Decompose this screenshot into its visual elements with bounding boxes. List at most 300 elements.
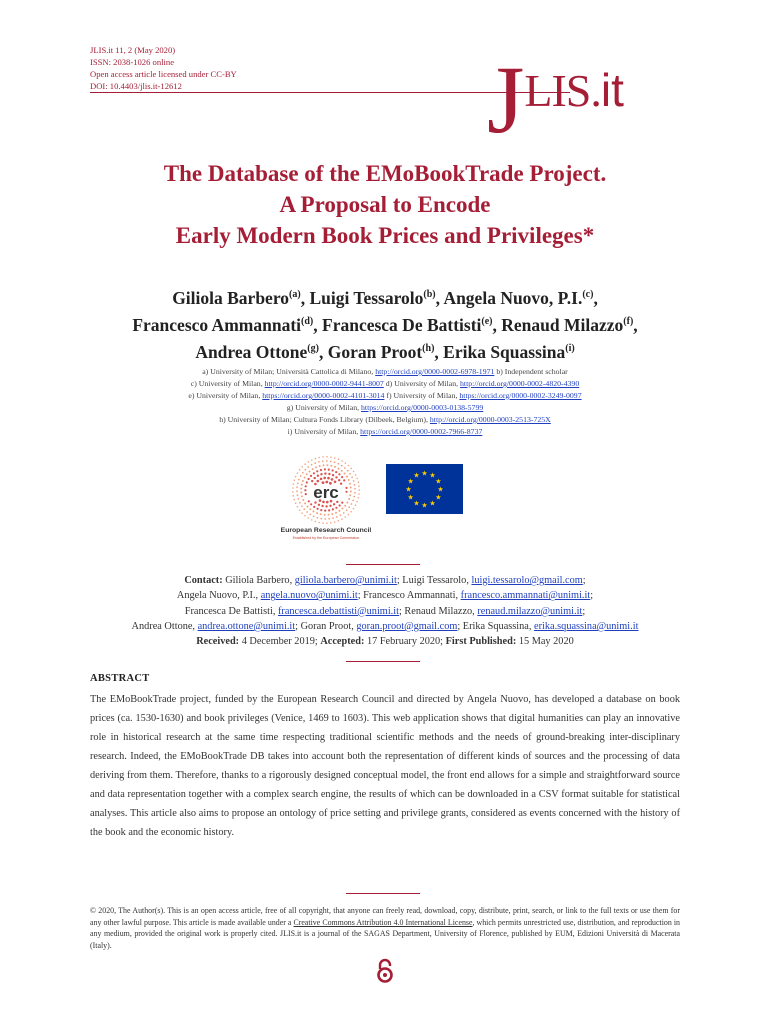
erc-dot (320, 469, 322, 471)
erc-dot (338, 479, 340, 481)
erc-dot (340, 483, 342, 485)
erc-dot (341, 470, 343, 472)
erc-dot (349, 473, 351, 475)
erc-dot (295, 503, 297, 505)
erc-dot (358, 497, 360, 499)
erc-dot (330, 461, 332, 463)
erc-dot (301, 484, 303, 486)
affiliation-text: e) University of Milan, (188, 391, 263, 400)
journal-citation: JLIS.it 11, 2 (May 2020) (90, 45, 176, 55)
erc-dot (354, 488, 356, 490)
erc-dot (320, 509, 322, 511)
email-link[interactable]: francesco.ammannati@unimi.it (460, 590, 591, 602)
eu-star: ★ (437, 485, 444, 494)
email-link[interactable]: andrea.ottone@unimi.it (197, 620, 296, 632)
erc-dot (343, 512, 345, 514)
erc-dot (332, 469, 334, 471)
erc-dot (302, 480, 304, 482)
erc-dot (358, 489, 360, 491)
erc-dot (317, 517, 319, 519)
eu-star: ★ (405, 485, 412, 494)
erc-dot (341, 502, 343, 504)
erc-dot (301, 505, 303, 507)
erc-dot (293, 483, 295, 485)
title-line-3: Early Modern Book Prices and Privileges* (175, 223, 595, 248)
erc-dot (350, 490, 352, 492)
erc-dot (292, 491, 294, 493)
contact-text: ; Francesco Ammannati, (357, 590, 461, 602)
erc-dot (292, 487, 294, 489)
author-sup: (f) (623, 315, 634, 327)
erc-dot (304, 502, 306, 504)
orcid-link-c[interactable]: http://orcid.org/0000-0002-9441-8007 (264, 379, 384, 388)
erc-dot (299, 469, 301, 471)
erc-dot (310, 475, 312, 477)
erc-dot (338, 473, 340, 475)
erc-dot (354, 492, 356, 494)
author-sup: (b) (423, 289, 436, 300)
journal-issn: ISSN: 2038-1026 online (90, 57, 175, 67)
erc-dot (297, 506, 299, 508)
erc-dot (317, 475, 319, 477)
author-name: Goran Proot (327, 341, 423, 362)
affiliation-line (90, 414, 680, 426)
erc-dot (336, 516, 338, 518)
orcid-link-d[interactable]: http://orcid.org/0000-0002-4820-4390 (460, 379, 580, 388)
erc-dot (345, 491, 347, 493)
erc-dot (334, 457, 336, 459)
email-link[interactable]: renaud.milazzo@unimi.it (477, 605, 583, 617)
contact-text: Francesca De Battisti, (184, 605, 278, 617)
erc-dot (320, 478, 323, 481)
email-link[interactable]: goran.proot@gmail.com (356, 620, 458, 632)
erc-dot (333, 503, 335, 505)
erc-dot (324, 468, 326, 470)
erc-dot (300, 492, 302, 494)
contact-text: ; (582, 575, 586, 586)
erc-dot (341, 460, 343, 462)
eu-star: ★ (421, 469, 428, 478)
erc-dot (304, 515, 306, 517)
erc-dot (335, 507, 337, 509)
contact-line (60, 573, 710, 588)
open-access-icon (375, 958, 395, 984)
erc-dot (314, 462, 316, 464)
erc-dot (318, 504, 320, 506)
erc-dot (311, 519, 313, 521)
erc-dot (296, 490, 298, 492)
erc-dot (315, 458, 317, 460)
erc-dot (323, 464, 325, 466)
separator (346, 893, 420, 894)
erc-dot (302, 499, 304, 501)
erc-dot (352, 500, 354, 502)
received-date: 4 December 2019; (239, 636, 321, 648)
erc-dot (338, 468, 340, 470)
erc-dot (315, 521, 317, 523)
author-name: Giliola Barbero (172, 287, 290, 308)
erc-dot (358, 485, 360, 487)
erc-dot (335, 471, 337, 473)
erc-dot (313, 510, 315, 512)
jlis-logo (487, 26, 624, 153)
eu-star: ★ (413, 471, 420, 480)
erc-dot (354, 484, 356, 486)
erc-dot (305, 485, 307, 487)
contact-text: ; Luigi Tessarolo, (396, 575, 472, 586)
erc-dot (316, 470, 318, 472)
erc-dot (304, 477, 306, 479)
erc-dot (331, 478, 334, 481)
dates-line (60, 634, 710, 649)
email-link[interactable]: luigi.tessarolo@gmail.com (471, 575, 583, 586)
erc-dot (299, 502, 301, 504)
erc-dot (331, 513, 333, 515)
erc-dot (316, 512, 318, 514)
erc-dot (339, 504, 341, 506)
erc-subtitle: Established by the European Commission (292, 536, 360, 540)
erc-dot (297, 494, 299, 496)
erc-dot (353, 480, 355, 482)
erc-dot (311, 464, 313, 466)
published-date: 15 May 2020 (516, 636, 574, 648)
separator (346, 564, 420, 565)
erc-dot (345, 516, 347, 518)
erc-dot (350, 468, 352, 470)
erc-dot (304, 489, 306, 491)
erc-dot (346, 476, 348, 478)
erc-dot (328, 473, 330, 475)
erc-dot (293, 495, 295, 497)
erc-dot (346, 509, 348, 511)
erc-dot (310, 503, 312, 505)
erc-dot (358, 493, 360, 495)
erc-dot (321, 505, 323, 507)
erc-dot (349, 494, 351, 496)
erc-dot (317, 480, 320, 483)
erc-dot (302, 472, 304, 474)
author-name: Erika Squassina (443, 341, 566, 362)
erc-dot (345, 487, 347, 489)
erc-dot (346, 502, 348, 504)
accepted-label: Accepted: (320, 636, 365, 648)
erc-dot (342, 508, 344, 510)
accepted-date: 17 February 2020; (364, 636, 446, 648)
footer-text: , which permits unrestricted use, distribution, and reproduction in any medium, provided the original work is properly cited. JLIS.it is a journal of the SAGAS Department, University of Florence, published by EUM, Edizioni Università di Macerata (Italy). (90, 917, 680, 951)
affiliation-line (90, 402, 680, 414)
erc-dot (297, 472, 299, 474)
erc-dot (341, 518, 343, 520)
erc-dot (311, 480, 313, 482)
erc-dot (334, 461, 336, 463)
orcid-link-h[interactable]: http://orcid.org/0000-0003-2513-725X (429, 415, 551, 424)
erc-dot (322, 460, 324, 462)
erc-dot (348, 514, 350, 516)
erc-dot (318, 461, 320, 463)
contact-line (60, 619, 710, 634)
erc-dot (309, 471, 311, 473)
author-name: Francesca De Battisti (322, 314, 482, 335)
erc-dot (307, 517, 309, 519)
erc-dot (349, 483, 351, 485)
journal-doi: DOI: 10.4403/jlis.it-12612 (90, 81, 182, 91)
erc-dot (306, 481, 308, 483)
contact-text: Angela Nuovo, P.I., (176, 590, 261, 602)
erc-dot (348, 506, 350, 508)
erc-dot (341, 476, 343, 478)
erc-dot (298, 498, 300, 500)
journal-license-note: Open access article licensed under CC-BY (90, 69, 237, 79)
erc-dot (351, 503, 353, 505)
erc-dot (307, 506, 309, 508)
erc-dot (293, 499, 295, 501)
erc-dot (343, 479, 345, 481)
contact-text: ; (582, 605, 586, 617)
license-link[interactable]: Creative Commons Attribution 4.0 International License (293, 917, 473, 927)
author-name: Francesco Ammannati (132, 314, 302, 335)
erc-dot (296, 486, 298, 488)
email-link[interactable]: erika.squassina@unimi.it (534, 620, 639, 632)
logo-it: it (600, 64, 624, 116)
title-line-1: The Database of the EMoBookTrade Project. (163, 161, 607, 186)
author-sup: (a) (289, 289, 301, 300)
contact-block (60, 573, 710, 649)
contact-text: ; Renaud Milazzo, (398, 605, 478, 617)
separator (346, 661, 420, 662)
eu-star: ★ (435, 493, 442, 502)
author-name: Angela Nuovo, P.I. (443, 287, 583, 308)
contact-line (60, 588, 710, 603)
erc-dot (307, 466, 309, 468)
erc-dot (306, 511, 308, 513)
erc-dot (338, 520, 340, 522)
erc-dot (330, 522, 332, 524)
contact-text: ; Goran Proot, (295, 620, 357, 632)
author-sup: (h) (422, 342, 435, 354)
copyright-footer (90, 905, 680, 952)
erc-dot (301, 512, 303, 514)
erc-dot (320, 513, 322, 515)
erc-dot (358, 482, 360, 484)
affiliation-text: d) University of Milan, (383, 379, 461, 388)
erc-dot (351, 476, 353, 478)
received-label: Received: (196, 636, 240, 648)
orcid-link-f[interactable]: https://orcid.org/0000-0002-3249-0097 (459, 391, 582, 400)
erc-dot (332, 517, 334, 519)
erc-dot (304, 463, 306, 465)
erc-dot (300, 488, 302, 490)
author-name: Andrea Ottone (195, 341, 308, 362)
eu-star: ★ (421, 501, 428, 510)
eu-star: ★ (429, 471, 436, 480)
erc-dot (294, 479, 296, 481)
erc-dot (332, 508, 334, 510)
author-sup: (i) (565, 342, 575, 354)
logo-lis: LIS. (524, 65, 601, 116)
eu-star: ★ (413, 499, 420, 508)
contact-label: Contact: (184, 575, 223, 586)
eu-star: ★ (435, 477, 442, 486)
erc-dot (317, 508, 319, 510)
erc-dot (347, 470, 349, 472)
erc-dot (345, 462, 347, 464)
erc-dot (355, 504, 357, 506)
erc-dot (334, 521, 336, 523)
affiliation-text: f) University of Milan, (384, 391, 460, 400)
orcid-link-e[interactable]: https://orcid.org/0000-0002-4101-3014 (262, 391, 385, 400)
erc-dot (341, 465, 343, 467)
abstract-heading: ABSTRACT (90, 673, 150, 684)
erc-dot (344, 467, 346, 469)
erc-dot (348, 465, 350, 467)
logo-j: J (487, 46, 525, 153)
erc-dot (327, 477, 330, 480)
erc-dot (324, 472, 326, 474)
orcid-link-g[interactable]: https://orcid.org/0000-0003-0138-5799 (361, 403, 484, 412)
erc-dot (344, 473, 346, 475)
affiliation-line (90, 378, 680, 390)
erc-dot (323, 477, 326, 480)
affiliation-line (90, 390, 680, 402)
footer-text: © 2020, The Author(s). This is an open access article, free of all copyright, that anyone can freely read, download, copy, distribute, print, search, or link to the full texts or use them for any other lawful purpose. This article is made available under a (90, 906, 680, 927)
erc-dot (299, 509, 301, 511)
orcid-link-a[interactable]: http://orcid.org/0000-0002-6978-1971 (375, 367, 495, 376)
author-sup: (g) (307, 342, 319, 354)
erc-dot (324, 510, 326, 512)
erc-dot (300, 475, 302, 477)
erc-dot (356, 501, 358, 503)
erc-dot (330, 456, 332, 458)
erc-dot (350, 487, 352, 489)
erc-dot (295, 476, 297, 478)
erc-dot (322, 456, 324, 458)
erc-dot (309, 508, 311, 510)
erc-dot (301, 495, 303, 497)
erc-dot (326, 464, 328, 466)
affiliation-text: g) University of Milan, (286, 403, 362, 412)
erc-dot (338, 459, 340, 461)
erc-dot (326, 522, 328, 524)
title-line-2: A Proposal to Encode (279, 192, 491, 217)
contact-line (60, 604, 710, 619)
erc-dot (326, 460, 328, 462)
erc-dot (303, 508, 305, 510)
erc-dot (301, 466, 303, 468)
affiliation-text: b) Independent scholar (494, 367, 568, 376)
affiliation-text: c) University of Milan, (190, 379, 265, 388)
author-name: Luigi Tessarolo (309, 287, 424, 308)
erc-dot (335, 512, 337, 514)
erc-dot (324, 518, 326, 520)
erc-dot (297, 483, 299, 485)
author-list: Giliola Barbero$^{(a)}$, Luigi Tessarolo$^{(b)}$, Angela Nuovo, P.I.$^{(c)}$, Francesco Ammannati$^{(d)}$, Francesca De Battisti$^{(e)}$, Renaud Milazzo$^{(f)}$, Andrea Ottone$^{(g)}$, Goran Proot$^{(h)}$, Erika Squassina$^{(i)}$ (132, 287, 638, 362)
erc-dot (313, 472, 315, 474)
erc-dot (319, 465, 321, 467)
erc-dot (348, 498, 350, 500)
erc-dot (309, 514, 311, 516)
erc-dot (350, 511, 352, 513)
erc-dot (320, 518, 322, 520)
email-link[interactable]: francesca.debattisti@unimi.it (277, 605, 399, 617)
abstract-body: The EMoBookTrade project, funded by the European Research Council and directed by Angela Nuovo, has developed a database on book prices (ca. 1530-1630) and book privileges (Venice, 1469 to 1603). This web application shows that digital humanities can play an innovative role in historical research at the same time respecting traditional scientific methods and the needs of ground-breaking inter-disciplinary research. Indeed, the EMoBookTrade DB takes into account both the representation of different kinds of sources and the processing of data deriving from them. Therefore, thanks to a rigorously designed conceptual model, the front end allows for a simple and straightforward source and data representation together with a complex search engine, the results of which can be downloaded in a CSV format suitable for statistical analyses. This article also aims to propose an ontology of price setting and privilege grants, considered as events concerned with the history of the book and the economic history. (90, 694, 680, 838)
erc-dot (353, 471, 355, 473)
affiliation-text: a) University of Milan; Università Cattolica di Milano, (202, 367, 376, 376)
erc-dot (332, 474, 334, 476)
erc-dot (355, 474, 357, 476)
affiliation-text: i) University of Milan, (287, 427, 361, 436)
erc-dot (324, 514, 326, 516)
erc-dot (353, 496, 355, 498)
erc-dot (304, 469, 306, 471)
erc-dot (329, 505, 331, 507)
erc-dot (320, 473, 322, 475)
contact-text: Giliola Barbero, (222, 575, 295, 586)
erc-dot (298, 479, 300, 481)
erc-dot (353, 508, 355, 510)
erc-dot (308, 500, 310, 502)
erc-dot (338, 510, 340, 512)
erc-dot (340, 514, 342, 516)
erc-dot (328, 469, 330, 471)
affiliation-line (90, 426, 680, 438)
erc-dot (348, 479, 350, 481)
contact-text: Andrea Ottone, (131, 620, 198, 632)
eu-star: ★ (407, 477, 414, 486)
erc-dot (328, 518, 330, 520)
affiliations (90, 366, 680, 438)
author-sup: (d) (301, 315, 314, 327)
erc-dot (315, 466, 317, 468)
contact-text: ; (590, 590, 594, 602)
erc-dot (318, 522, 320, 524)
erc-dot (356, 478, 358, 480)
erc-dot (313, 515, 315, 517)
eu-flag (386, 464, 463, 514)
journal-header (90, 44, 237, 92)
email-link[interactable]: giliola.barbero@unimi.it (294, 575, 397, 586)
erc-dot (335, 476, 337, 478)
erc-dot (313, 506, 315, 508)
erc-dot (305, 493, 307, 495)
erc-dot (312, 468, 314, 470)
erc-dot (326, 456, 328, 458)
erc-dot (337, 463, 339, 465)
erc-dot (311, 459, 313, 461)
author-sup: (e) (481, 315, 493, 327)
erc-dot (328, 509, 330, 511)
orcid-link-i[interactable]: https://orcid.org/0000-0002-7966-8737 (360, 427, 483, 436)
email-link[interactable]: angela.nuovo@unimi.it (260, 590, 358, 602)
author-sup: (c) (582, 289, 594, 300)
erc-dot (308, 478, 310, 480)
erc-dot (314, 477, 316, 479)
erc-name: European Research Council (280, 527, 372, 534)
affiliation-text: h) University of Milan; Cultura Fonds Library (Dilbeek, Belgium), (219, 415, 430, 424)
erc-logo (278, 452, 374, 540)
erc-dot (334, 466, 336, 468)
erc-dot (328, 514, 330, 516)
author-name: Renaud Milazzo (501, 314, 624, 335)
erc-dot (318, 457, 320, 459)
article-title (90, 158, 680, 251)
erc-dot (306, 473, 308, 475)
erc-dot (322, 522, 324, 524)
erc-dot (325, 505, 327, 507)
erc-dot (330, 465, 332, 467)
erc-abbr: erc (313, 483, 339, 502)
eu-star: ★ (429, 499, 436, 508)
published-label: First Published: (445, 636, 517, 648)
